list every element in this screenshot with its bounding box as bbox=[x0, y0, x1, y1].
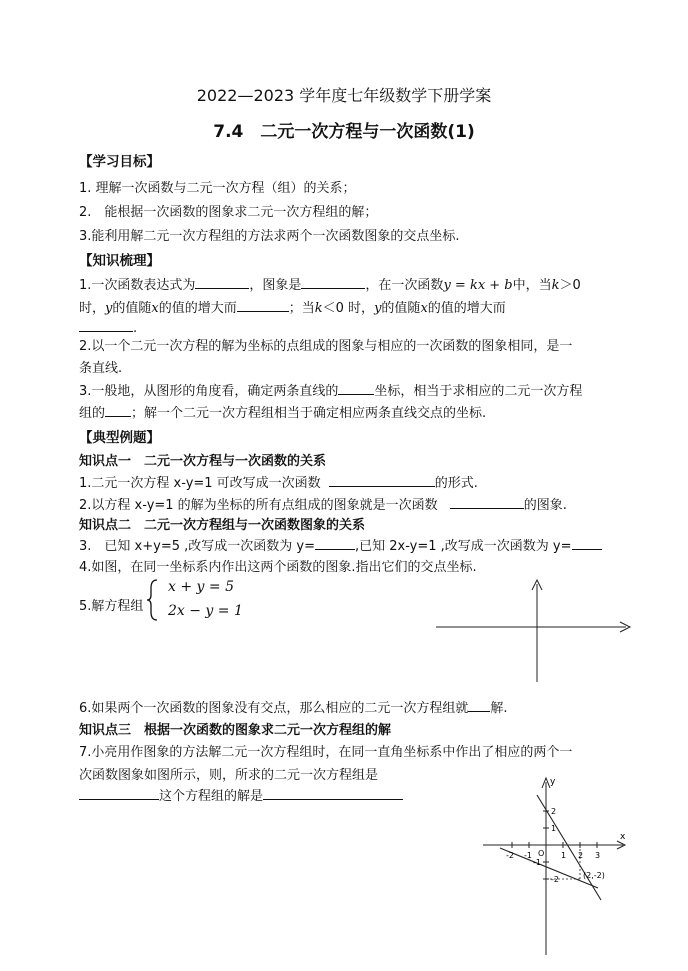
review-text: ；解一个二元一次方程组相当于确定相应两条直线交点的坐标. bbox=[131, 406, 487, 421]
answer-blank[interactable] bbox=[468, 699, 490, 712]
math-variable: k bbox=[314, 301, 323, 316]
question-text: 6.如果两个一次函数的图象没有交点，那么相应的二元一次方程组就 bbox=[79, 701, 469, 716]
knowledge-point-3: 知识点三 根据一次函数的图象求二元一次方程组的解 bbox=[79, 723, 392, 738]
review-text: 时， bbox=[79, 301, 106, 316]
math-variable: x bbox=[420, 301, 428, 316]
question-7-line-2: 次函数图象如图所示，则，所求的二元一次方程组是 bbox=[79, 768, 379, 783]
y-axis-label: y bbox=[550, 777, 556, 787]
math-variable: y bbox=[374, 301, 382, 316]
question-text: ,已知 2x-y=1 ,改写成一次函数为 y= bbox=[354, 539, 572, 554]
review-line-6 bbox=[79, 380, 582, 399]
x-axis-label: x bbox=[620, 832, 626, 842]
function-line-shallow bbox=[500, 848, 601, 888]
question-1 bbox=[79, 472, 478, 491]
function-line-steep bbox=[537, 795, 601, 900]
section-heading-goals: 【学习目标】 bbox=[79, 154, 160, 170]
answer-blank[interactable] bbox=[315, 537, 355, 550]
knowledge-point-2: 知识点二 二元一次方程组与一次函数图象的关系 bbox=[79, 518, 366, 533]
review-text: 组的 bbox=[79, 406, 106, 421]
goal-item: 3.能利用解二元一次方程组的方法求两个一次函数图象的交点坐标. bbox=[79, 229, 460, 244]
y-tick-label: 2 bbox=[551, 807, 557, 816]
question-text: 的形式. bbox=[434, 476, 478, 491]
review-text: ，在一次函数 bbox=[365, 278, 444, 293]
goal-item: 2. 能根据一次函数的图象求二元一次方程组的解； bbox=[79, 205, 378, 220]
review-text: ＜0 时， bbox=[322, 301, 375, 316]
review-text: ＞0 bbox=[559, 278, 581, 293]
question-text: 这个方程组的解是 bbox=[159, 789, 264, 804]
answer-blank[interactable] bbox=[195, 276, 249, 289]
answer-blank[interactable] bbox=[79, 319, 133, 332]
system-equation-2: 2x − y = 1 bbox=[168, 603, 243, 619]
answer-blank[interactable] bbox=[79, 787, 159, 800]
review-line-4: 2.以一个二元一次方程的解为坐标的点组成的图象与相应的一次函数的图象相同，是一 bbox=[79, 339, 573, 354]
review-text: 3.一般地，从图形的角度看，确定两条直线的 bbox=[79, 384, 339, 399]
blank-coordinate-axes bbox=[436, 574, 634, 686]
review-text: . bbox=[133, 321, 138, 336]
review-text: 1.一次函数表达式为 bbox=[79, 278, 196, 293]
question-text: 2.以方程 x-y=1 的解为坐标的所有点组成的图象就是一次函数 bbox=[79, 498, 438, 513]
question-text: 的图象. bbox=[523, 498, 567, 513]
question-7-line-1: 7.小亮用作图象的方法解二元一次方程组时，在同一直角坐标系中作出了相应的两个一 bbox=[79, 745, 573, 760]
review-text: ；当 bbox=[288, 301, 315, 316]
answer-blank[interactable] bbox=[338, 382, 374, 395]
review-line-3 bbox=[79, 319, 137, 336]
answer-blank[interactable] bbox=[237, 299, 289, 312]
page-title: 2022—2023 学年度七年级数学下册学案 bbox=[196, 86, 492, 105]
intersection-point-label: (2,-2) bbox=[583, 871, 605, 880]
review-line-1 bbox=[79, 274, 581, 293]
answer-blank[interactable] bbox=[572, 537, 602, 550]
answer-blank[interactable] bbox=[301, 276, 365, 289]
math-variable: y bbox=[105, 301, 113, 316]
review-text: 中，当 bbox=[512, 278, 552, 293]
question-6 bbox=[79, 697, 508, 716]
section-heading-review: 【知识梳理】 bbox=[79, 253, 160, 269]
math-variable: x bbox=[151, 301, 159, 316]
y-tick-label: -1 bbox=[533, 858, 541, 867]
question-2 bbox=[79, 494, 567, 513]
review-text: 的值的增大而 bbox=[158, 301, 237, 316]
question-text: 1.二元一次方程 x-y=1 可改写成一次函数 bbox=[79, 476, 321, 491]
question-3 bbox=[79, 535, 602, 554]
answer-blank[interactable] bbox=[105, 404, 131, 417]
x-tick-label: -2 bbox=[506, 851, 514, 860]
x-tick-label: 2 bbox=[578, 851, 584, 860]
origin-label: O bbox=[538, 849, 545, 858]
review-line-2 bbox=[79, 297, 506, 316]
review-line-5: 条直线. bbox=[79, 361, 123, 376]
goal-item: 1. 理解一次函数与二元一次方程（组）的关系； bbox=[79, 181, 356, 196]
x-tick-label: 3 bbox=[595, 851, 601, 860]
left-brace bbox=[145, 578, 159, 622]
function-graph bbox=[480, 770, 635, 962]
review-text: ，图象是 bbox=[249, 278, 302, 293]
y-tick-label: 1 bbox=[551, 824, 557, 833]
question-4: 4.如图，在同一坐标系内作出这两个函数的图象.指出它们的交点坐标. bbox=[79, 560, 477, 575]
question-text: 3. 已知 x+y=5 ,改写成一次函数为 y= bbox=[79, 539, 315, 554]
answer-blank[interactable] bbox=[450, 496, 524, 509]
review-text: 的值随 bbox=[112, 301, 152, 316]
question-5-label: 5.解方程组 bbox=[79, 599, 144, 614]
question-text: 解. bbox=[490, 701, 508, 716]
answer-blank[interactable] bbox=[329, 474, 435, 487]
section-heading-examples: 【典型例题】 bbox=[79, 430, 160, 446]
question-7-line-3 bbox=[79, 785, 403, 804]
x-tick-label: -1 bbox=[524, 851, 532, 860]
linear-function-expression: y = kx + b bbox=[443, 278, 513, 293]
math-variable: k bbox=[551, 278, 560, 293]
x-tick-label: 1 bbox=[561, 851, 567, 860]
y-tick-label: -2 bbox=[551, 875, 559, 884]
review-text: 坐标，相当于求相应的二元一次方程 bbox=[374, 384, 583, 399]
lesson-title: 7.4 二元一次方程与一次函数(1) bbox=[213, 122, 475, 142]
review-line-7 bbox=[79, 402, 486, 421]
knowledge-point-1: 知识点一 二元一次方程与一次函数的关系 bbox=[79, 454, 327, 469]
review-text: 的值的增大而 bbox=[427, 301, 506, 316]
system-equation-1: x + y = 5 bbox=[168, 579, 234, 595]
answer-blank[interactable] bbox=[263, 787, 403, 800]
review-text: 的值随 bbox=[381, 301, 421, 316]
